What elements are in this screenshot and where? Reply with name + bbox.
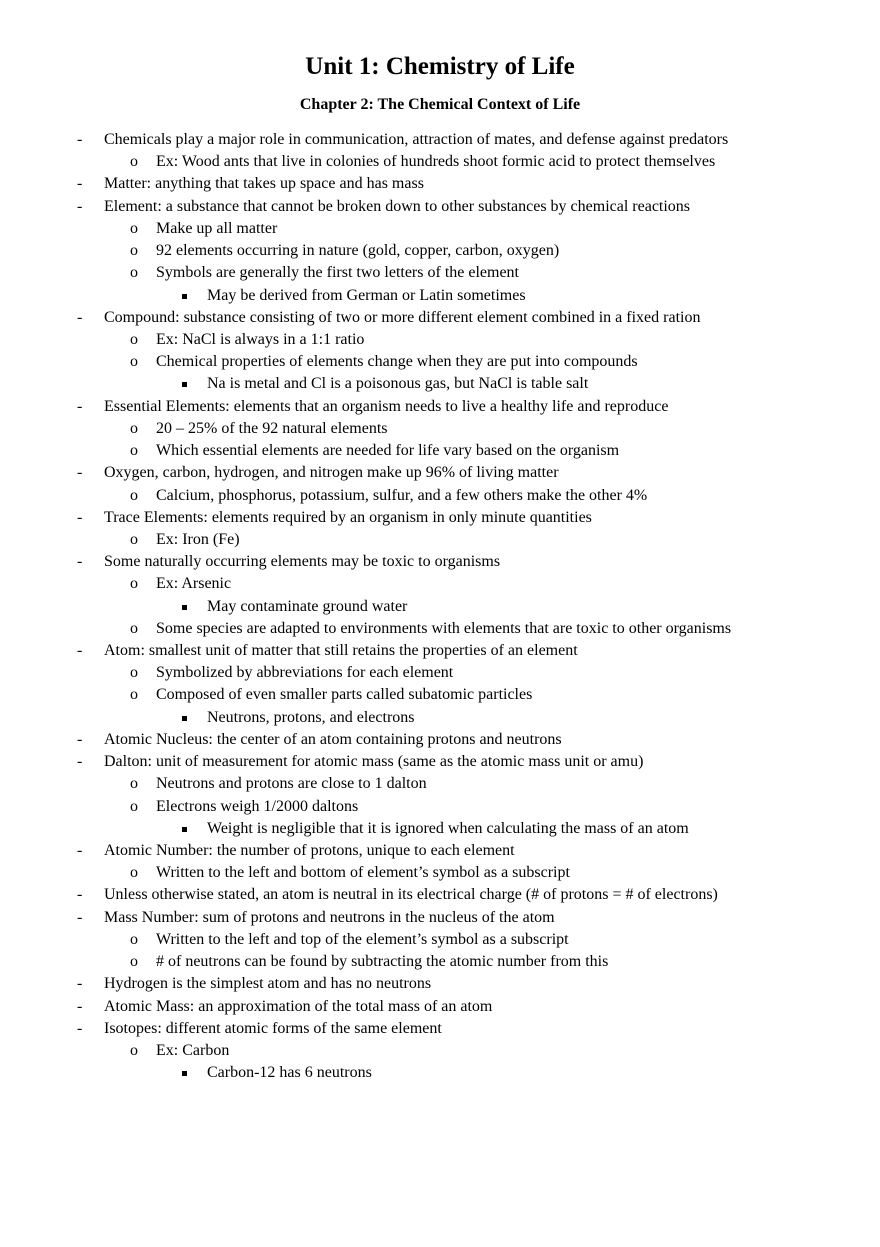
note-text: 92 elements occurring in nature (gold, copper, carbon, oxygen) <box>156 242 560 260</box>
note-text: Unless otherwise stated, an atom is neutral in its electrical charge (# of protons = # of electrons) <box>104 886 718 904</box>
note-line <box>0 129 880 151</box>
circle-bullet: o <box>130 330 138 348</box>
note-line <box>0 884 880 906</box>
dash-bullet: - <box>77 553 83 571</box>
note-line <box>0 996 880 1018</box>
note-line <box>0 951 880 973</box>
note-text: Hydrogen is the simplest atom and has no neutrons <box>104 975 432 993</box>
notes-list <box>0 129 880 1084</box>
note-line <box>0 551 880 573</box>
note-line <box>0 1062 880 1084</box>
note-text: Ex: NaCl is always in a 1:1 ratio <box>156 330 365 348</box>
note-text: Which essential elements are needed for life vary based on the organism <box>156 442 620 460</box>
note-text: Ex: Arsenic <box>156 575 232 593</box>
dash-bullet: - <box>77 308 83 326</box>
note-line <box>0 773 880 795</box>
circle-bullet: o <box>130 419 138 437</box>
square-bullet-icon <box>182 827 187 832</box>
note-text: Make up all matter <box>156 219 278 237</box>
note-line <box>0 462 880 484</box>
note-line <box>0 751 880 773</box>
note-line <box>0 907 880 929</box>
note-line <box>0 196 880 218</box>
dash-bullet: - <box>77 1019 83 1037</box>
note-text: May contaminate ground water <box>207 597 408 615</box>
dash-bullet: - <box>77 975 83 993</box>
note-line <box>0 707 880 729</box>
note-text: Chemical properties of elements change when they are put into compounds <box>156 353 638 371</box>
dash-bullet: - <box>77 908 83 926</box>
note-text: Neutrons and protons are close to 1 dalton <box>156 775 427 793</box>
note-line <box>0 373 880 395</box>
note-text: Atomic Number: the number of protons, unique to each element <box>104 842 515 859</box>
note-line <box>0 1040 880 1062</box>
note-text: Ex: Wood ants that live in colonies of hundreds shoot formic acid to protect themselves <box>156 153 716 171</box>
circle-bullet: o <box>130 486 138 504</box>
note-line <box>0 485 880 507</box>
circle-bullet: o <box>130 1041 138 1059</box>
note-text: Some species are adapted to environments with elements that are toxic to other organisms <box>156 619 732 637</box>
circle-bullet: o <box>130 575 138 593</box>
dash-bullet: - <box>77 508 83 526</box>
note-text: Element: a substance that cannot be broken down to other substances by chemical reactions <box>104 197 691 215</box>
note-line <box>0 596 880 618</box>
square-bullet-icon <box>182 716 187 721</box>
note-line <box>0 929 880 951</box>
note-text: Oxygen, carbon, hydrogen, and nitrogen make up 96% of living matter <box>104 464 559 482</box>
dash-bullet: - <box>77 464 83 482</box>
note-text: Neutrons, protons, and electrons <box>207 708 415 726</box>
note-line <box>0 418 880 440</box>
dash-bullet: - <box>77 197 83 215</box>
note-line <box>0 973 880 995</box>
note-line <box>0 840 880 862</box>
note-line <box>0 818 880 840</box>
circle-bullet: o <box>130 664 138 682</box>
note-text: Na is metal and Cl is a poisonous gas, but NaCl is table salt <box>207 375 589 393</box>
square-bullet-icon <box>182 605 187 610</box>
note-line <box>0 218 880 240</box>
note-line <box>0 329 880 351</box>
dash-bullet: - <box>77 886 83 904</box>
circle-bullet: o <box>130 530 138 548</box>
circle-bullet: o <box>130 930 138 948</box>
note-text: Carbon-12 has 6 neutrons <box>207 1064 372 1082</box>
note-text: Calcium, phosphorus, potassium, sulfur, and a few others make the other 4% <box>156 486 648 504</box>
dash-bullet: - <box>77 730 83 748</box>
circle-bullet: o <box>130 619 138 637</box>
note-text: Compound: substance consisting of two or more different element combined in a fixed ration <box>104 308 701 326</box>
note-line <box>0 173 880 195</box>
note-line <box>0 796 880 818</box>
note-text: Electrons weigh 1/2000 daltons <box>156 797 359 815</box>
dash-bullet: - <box>77 175 83 193</box>
note-line <box>0 1018 880 1040</box>
note-text: Isotopes: different atomic forms of the same element <box>104 1019 442 1037</box>
circle-bullet: o <box>130 797 138 815</box>
circle-bullet: o <box>130 775 138 793</box>
circle-bullet: o <box>130 242 138 260</box>
note-line <box>0 862 880 884</box>
square-bullet-icon <box>182 382 187 387</box>
note-line <box>0 396 880 418</box>
note-text: Chemicals play a major role in communication, attraction of mates, and defense against predators <box>104 131 729 148</box>
note-text: 20 – 25% of the 92 natural elements <box>156 419 388 437</box>
note-text: Ex: Iron (Fe) <box>156 530 240 548</box>
note-text: Composed of even smaller parts called subatomic particles <box>156 686 533 704</box>
square-bullet-icon <box>182 294 187 299</box>
circle-bullet: o <box>130 442 138 460</box>
note-text: May be derived from German or Latin sometimes <box>207 286 526 304</box>
note-text: Written to the left and bottom of element’s symbol as a subscript <box>156 864 570 882</box>
circle-bullet: o <box>130 686 138 704</box>
note-text: Ex: Carbon <box>156 1041 230 1059</box>
circle-bullet: o <box>130 353 138 371</box>
note-line <box>0 662 880 684</box>
circle-bullet: o <box>130 864 138 882</box>
note-line <box>0 618 880 640</box>
note-text: Mass Number: sum of protons and neutrons in the nucleus of the atom <box>104 908 555 926</box>
note-text: Symbols are generally the first two letters of the element <box>156 264 519 282</box>
note-text: Matter: anything that takes up space and has mass <box>104 175 424 193</box>
square-bullet-icon <box>182 1071 187 1076</box>
dash-bullet: - <box>77 397 83 415</box>
dash-bullet: - <box>77 842 83 859</box>
dash-bullet: - <box>77 997 83 1015</box>
note-text: Weight is negligible that it is ignored when calculating the mass of an atom <box>207 819 689 837</box>
dash-bullet: - <box>77 131 83 148</box>
note-text: Atomic Nucleus: the center of an atom containing protons and neutrons <box>104 730 562 748</box>
note-line <box>0 529 880 551</box>
note-line <box>0 151 880 173</box>
note-line <box>0 351 880 373</box>
page-title: Unit 1: Chemistry of Life <box>305 53 575 80</box>
note-text: Atom: smallest unit of matter that still retains the properties of an element <box>104 642 578 660</box>
circle-bullet: o <box>130 953 138 971</box>
note-line <box>0 573 880 595</box>
note-line <box>0 640 880 662</box>
note-line <box>0 285 880 307</box>
note-line <box>0 729 880 751</box>
note-text: Dalton: unit of measurement for atomic mass (same as the atomic mass unit or amu) <box>104 753 644 771</box>
note-text: Symbolized by abbreviations for each element <box>156 664 454 682</box>
note-text: Written to the left and top of the element’s symbol as a subscript <box>156 930 569 948</box>
note-text: Atomic Mass: an approximation of the total mass of an atom <box>104 997 493 1015</box>
dash-bullet: - <box>77 753 83 771</box>
note-text: Trace Elements: elements required by an organism in only minute quantities <box>104 508 592 526</box>
circle-bullet: o <box>130 264 138 282</box>
note-line <box>0 307 880 329</box>
note-line <box>0 262 880 284</box>
note-text: Essential Elements: elements that an organism needs to live a healthy life and reproduce <box>104 397 669 415</box>
circle-bullet: o <box>130 153 138 171</box>
note-line <box>0 440 880 462</box>
dash-bullet: - <box>77 642 83 660</box>
circle-bullet: o <box>130 219 138 237</box>
note-line <box>0 507 880 529</box>
note-text: # of neutrons can be found by subtracting the atomic number from this <box>156 953 609 971</box>
note-text: Some naturally occurring elements may be toxic to organisms <box>104 553 501 571</box>
note-line <box>0 684 880 706</box>
chapter-subtitle: Chapter 2: The Chemical Context of Life <box>299 96 581 113</box>
note-line <box>0 240 880 262</box>
